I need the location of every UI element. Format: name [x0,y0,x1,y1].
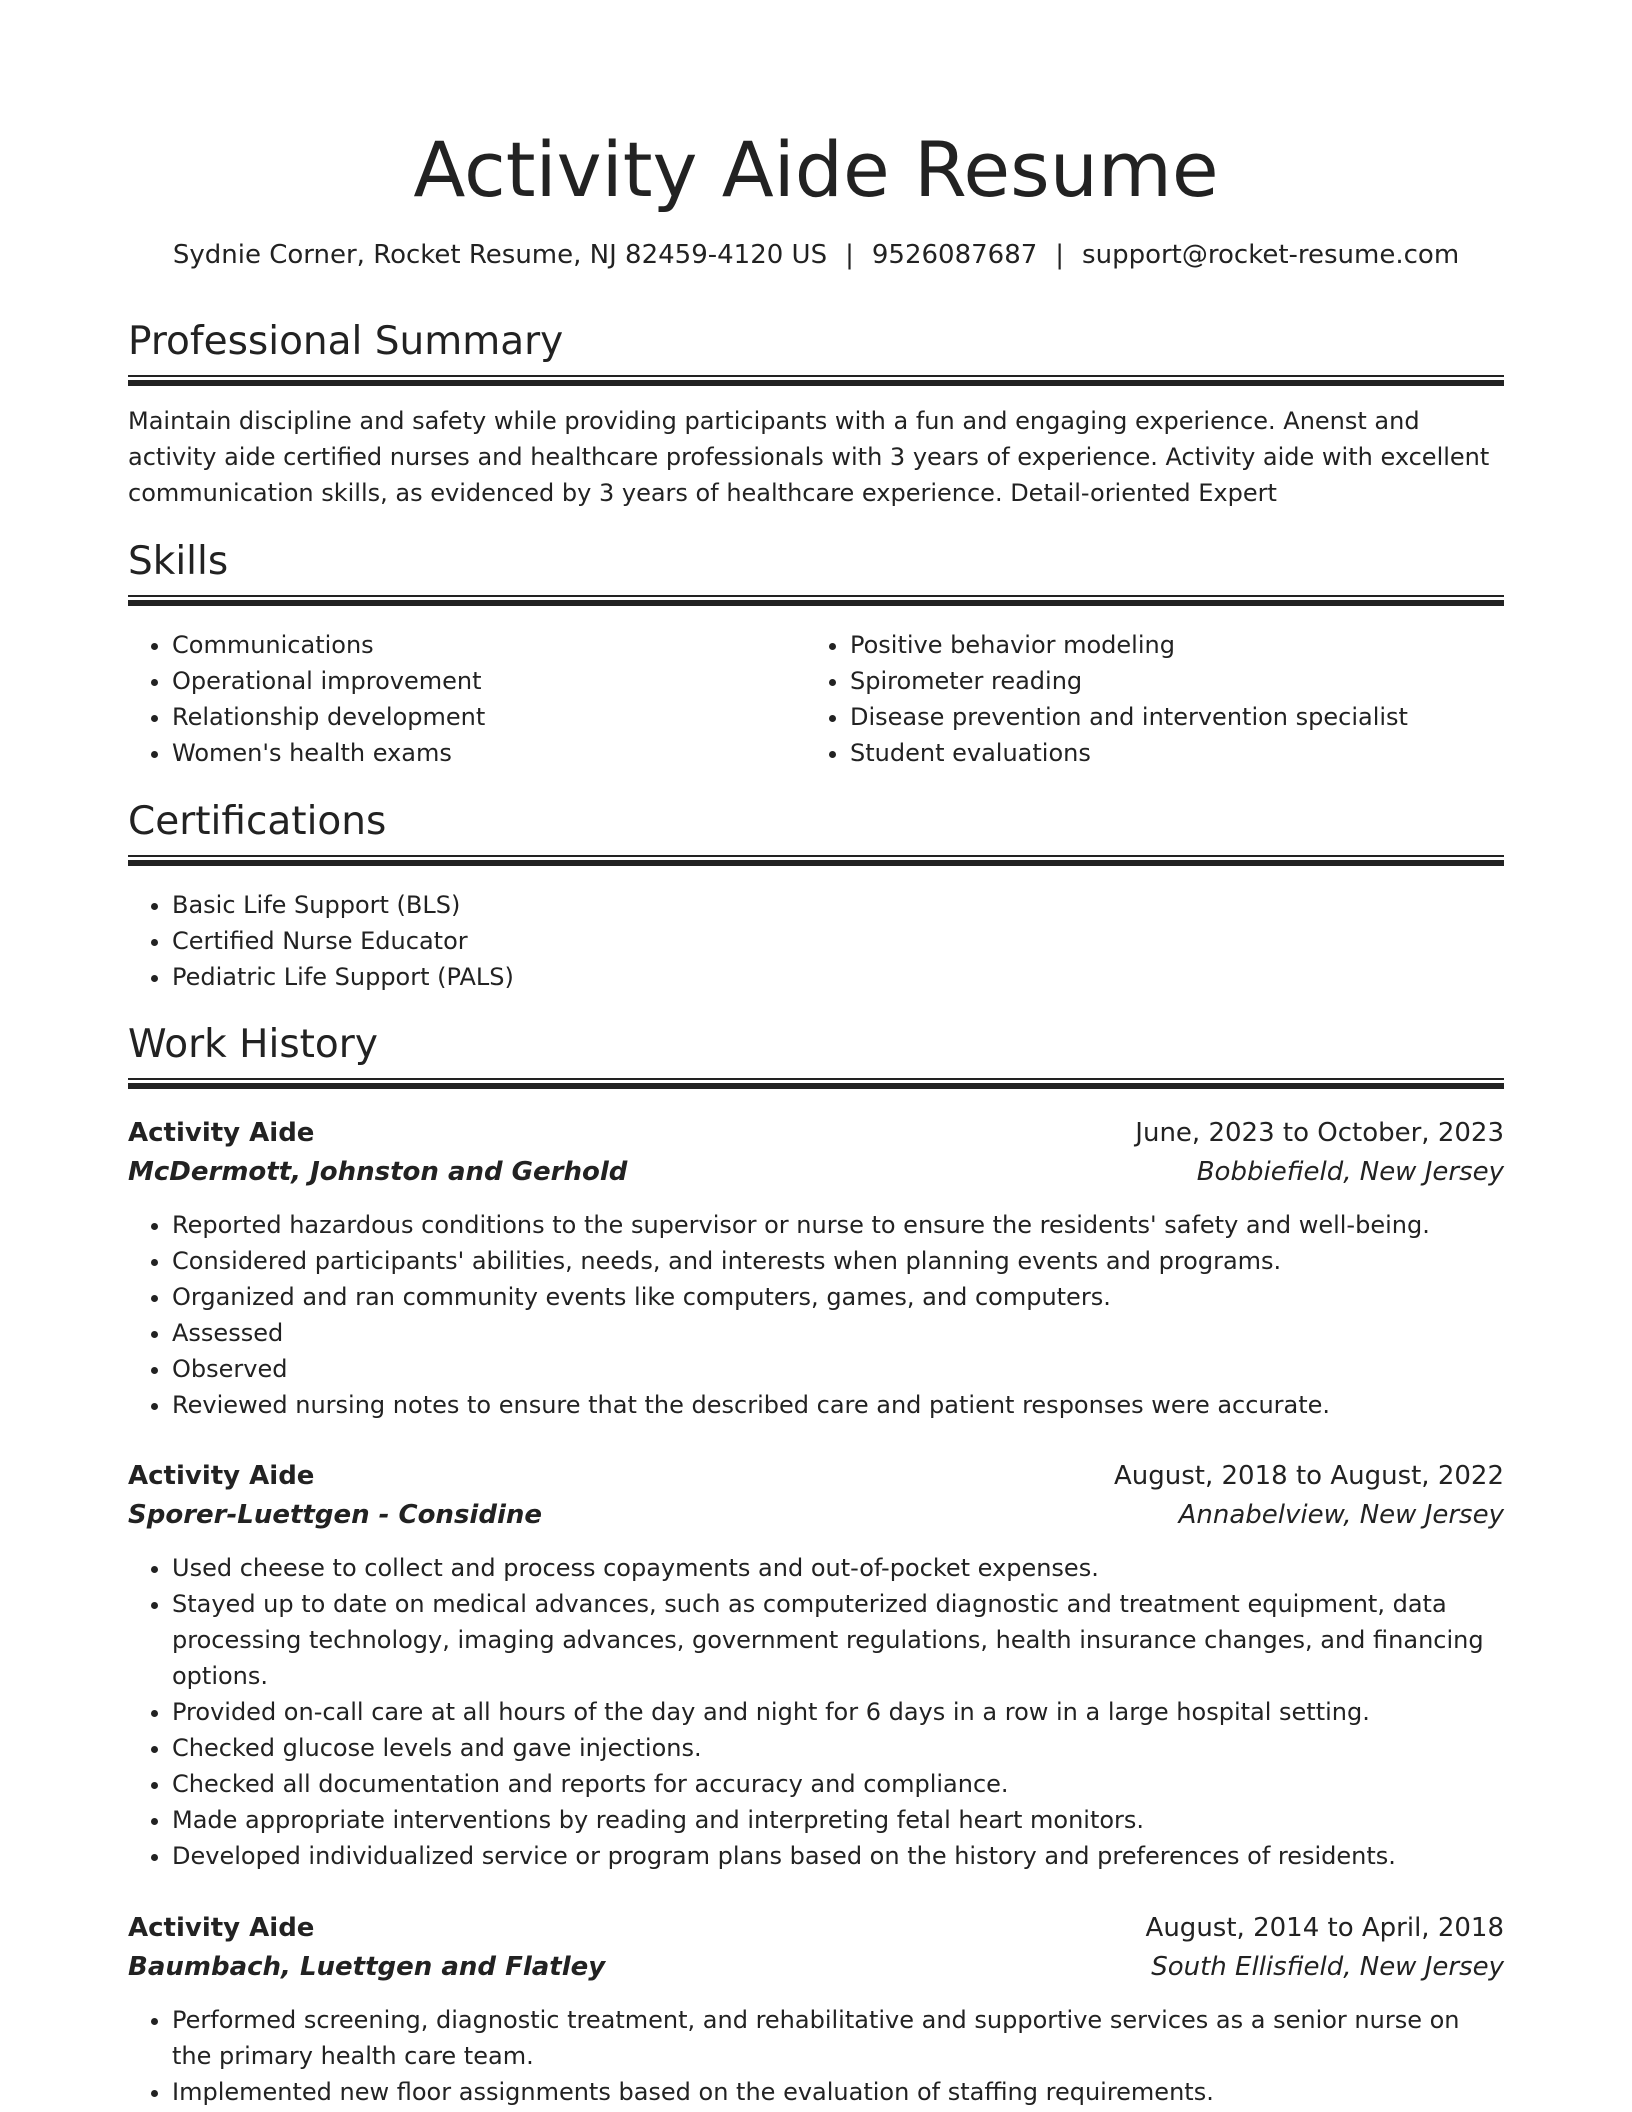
job-bullet: • Developed individualized service or program plans based on the history and preferences of residents. [172,1838,1504,1874]
job-location: South Ellisfield, New Jersey [1151,1952,1504,1982]
job-title: Activity Aide [128,1913,315,1943]
section-title-skills: Skills [128,539,229,584]
skill-item: • Spirometer reading [850,663,1500,699]
certification-item: • Certified Nurse Educator [172,923,1472,959]
resume-title: Activity Aide Resume [413,125,1219,214]
section-divider [128,1078,1504,1089]
job-bullets [128,2002,1504,2110]
certification-item: • Basic Life Support (BLS) [172,887,1472,923]
job-header [128,1910,1504,1946]
job-dates: August, 2018 to August, 2022 [1114,1461,1504,1491]
job-location: Annabelview, New Jersey [1178,1500,1504,1530]
job-bullets [128,1207,1504,1423]
certifications-list [128,887,1472,995]
job-bullet: • Checked glucose levels and gave injections. [172,1730,1504,1766]
contact-address: Sydnie Corner, Rocket Resume, NJ 82459-4120 US [172,240,828,270]
skills-list-right [806,627,1500,771]
certification-item: • Pediatric Life Support (PALS) [172,959,1472,995]
job-bullets [128,1550,1504,1874]
contact-separator: | [1055,240,1065,270]
skill-item: • Disease prevention and intervention specialist [850,699,1500,735]
section-divider [128,595,1504,606]
job-header [128,1115,1504,1151]
job-title: Activity Aide [128,1461,315,1491]
skill-item: • Communications [172,627,802,663]
section-divider [128,855,1504,866]
contact-email: support@rocket-resume.com [1082,240,1460,270]
skill-item: • Positive behavior modeling [850,627,1500,663]
job-bullet: • Reported hazardous conditions to the supervisor or nurse to ensure the residents' safety and well-being. [172,1207,1504,1243]
job-dates: August, 2014 to April, 2018 [1145,1913,1504,1943]
job-company: Sporer-Luettgen - Considine [128,1500,542,1530]
job-bullet: • Observed [172,1351,1504,1387]
summary-text: Maintain discipline and safety while providing participants with a fun and engaging experience. Anenst and activity aide certified nurses and healthcare professionals with 3 years of experience. Activity aide with excellent communication skills, as evidenced by 3 years of healthcare experience. Detail-oriented Expert [128,407,1490,507]
job-location: Bobbiefield, New Jersey [1196,1157,1504,1187]
contact-phone: 9526087687 [871,240,1038,270]
skill-item: • Women's health exams [172,735,802,771]
skill-item: • Relationship development [172,699,802,735]
skill-item: • Student evaluations [850,735,1500,771]
contact-line [128,237,1504,273]
skill-item: • Operational improvement [172,663,802,699]
job-bullet: • Performed screening, diagnostic treatment, and rehabilitative and supportive services as a senior nurse on the primary health care team. [172,2002,1504,2074]
job-title: Activity Aide [128,1118,315,1148]
job-dates: June, 2023 to October, 2023 [1135,1118,1504,1148]
job-bullet: • Used cheese to collect and process copayments and out-of-pocket expenses. [172,1550,1504,1586]
job-bullet: • Checked all documentation and reports for accuracy and compliance. [172,1766,1504,1802]
job-bullet: • Considered participants' abilities, needs, and interests when planning events and programs. [172,1243,1504,1279]
contact-separator: | [845,240,854,270]
job-bullet: • Reviewed nursing notes to ensure that the described care and patient responses were accurate. [172,1387,1504,1423]
job-subheader [128,1154,1504,1190]
job-bullet: • Assessed [172,1315,1504,1351]
job-bullet: • Implemented new floor assignments based on the evaluation of staffing requirements. [172,2074,1504,2110]
job-header [128,1458,1504,1494]
section-title-work-history: Work History [128,1022,378,1067]
skills-list-left [128,627,802,771]
job-subheader [128,1497,1504,1533]
section-title-certifications: Certifications [128,799,387,844]
job-company: McDermott, Johnston and Gerhold [128,1157,628,1187]
job-bullet: • Made appropriate interventions by reading and interpreting fetal heart monitors. [172,1802,1504,1838]
job-bullet: • Provided on-call care at all hours of the day and night for 6 days in a row in a large hospital setting. [172,1694,1504,1730]
job-subheader [128,1949,1504,1985]
section-title-summary: Professional Summary [128,319,564,364]
job-company: Baumbach, Luettgen and Flatley [128,1952,606,1982]
section-divider [128,375,1504,386]
job-bullet: • Stayed up to date on medical advances, such as computerized diagnostic and treatment equipment, data processing technology, imaging advances, government regulations, health insurance changes, and financing options. [172,1586,1504,1694]
job-bullet: • Organized and ran community events like computers, games, and computers. [172,1279,1504,1315]
